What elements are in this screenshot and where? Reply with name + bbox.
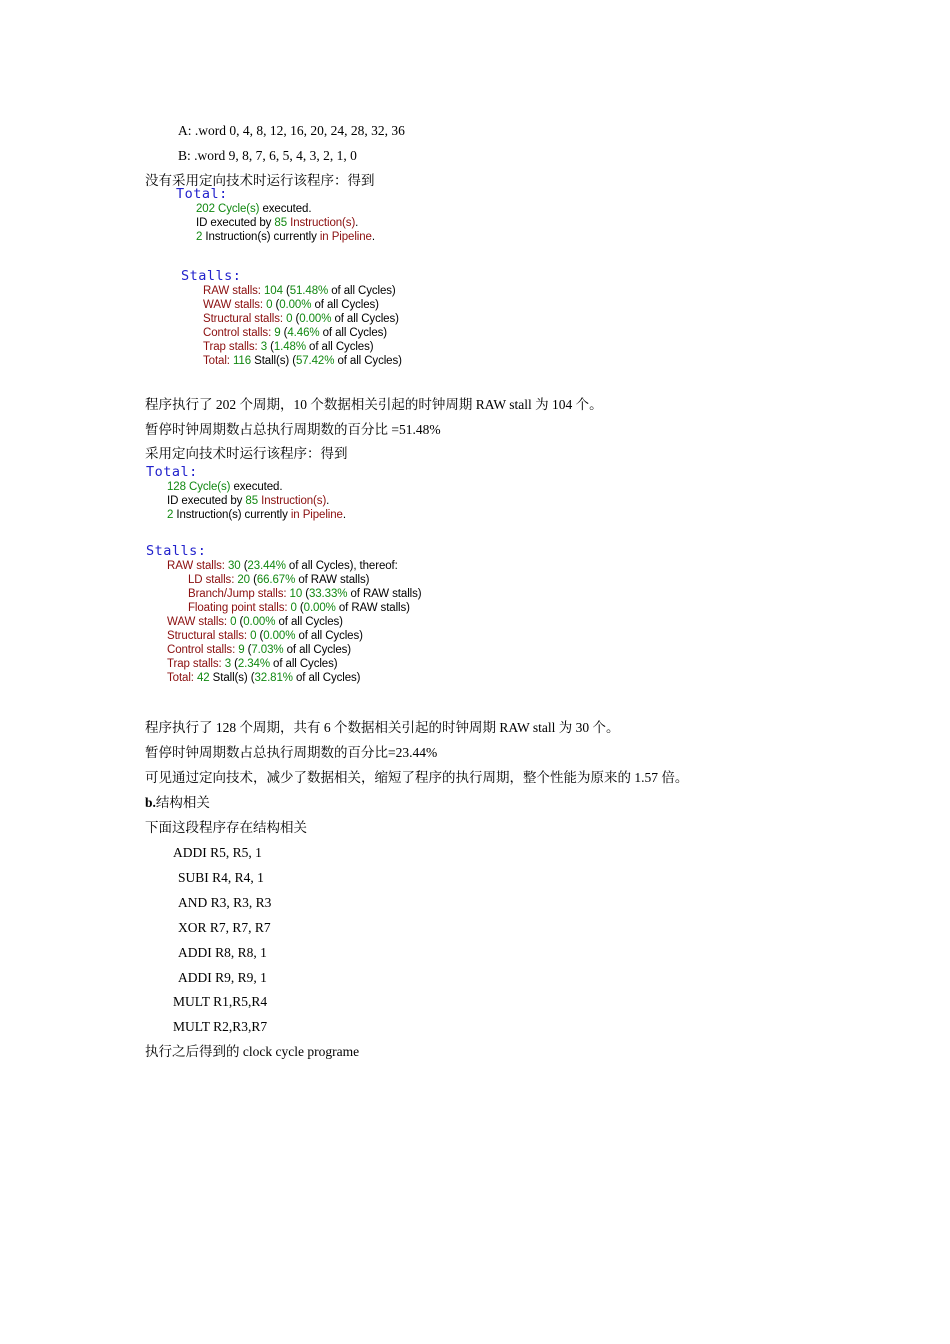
- result-paragraph-2: 暂停时钟周期数占总执行周期数的百分比 =51.48%: [145, 422, 441, 437]
- cycles-line: 202 Cycle(s) executed.: [196, 203, 312, 215]
- trap-stalls: Trap stalls: 3 (2.34% of all Cycles): [167, 658, 338, 670]
- structural-stalls: Structural stalls: 0 (0.00% of all Cycles): [203, 313, 399, 325]
- trap-stalls: Trap stalls: 3 (1.48% of all Cycles): [203, 341, 374, 353]
- intro-forwarding: 采用定向技术时运行该程序：得到: [145, 446, 348, 461]
- raw-stalls: RAW stalls: 104 (51.48% of all Cycles): [203, 285, 396, 297]
- structural-stalls: Structural stalls: 0 (0.00% of all Cycles): [167, 630, 363, 642]
- data-decl-a: A: .word 0, 4, 8, 12, 16, 20, 24, 28, 32, 36: [178, 123, 405, 138]
- structural-hazard-intro: 下面这段程序存在结构相关: [145, 820, 307, 835]
- result-paragraph-1: 程序执行了 202 个周期，10 个数据相关引起的时钟周期 RAW stall 为 104 个。: [145, 397, 603, 412]
- code-line: ADDI R5, R5, 1: [173, 845, 262, 860]
- total-stalls: Total: 116 Stall(s) (57.42% of all Cycles): [203, 355, 402, 367]
- intro-no-forwarding: 没有采用定向技术时运行该程序：得到: [145, 173, 375, 188]
- control-stalls: Control stalls: 9 (4.46% of all Cycles): [203, 327, 388, 339]
- id-line: ID executed by 85 Instruction(s).: [196, 217, 359, 229]
- ld-stalls: LD stalls: 20 (66.67% of RAW stalls): [188, 574, 370, 586]
- code-line: MULT R1,R5,R4: [173, 994, 268, 1009]
- raw-stalls: RAW stalls: 30 (23.44% of all Cycles), thereof:: [167, 560, 398, 572]
- code-line: MULT R2,R3,R7: [173, 1019, 268, 1034]
- data-decl-b: B: .word 9, 8, 7, 6, 5, 4, 3, 2, 1, 0: [178, 148, 357, 163]
- result-paragraph-4: 暂停时钟周期数占总执行周期数的百分比=23.44%: [145, 745, 438, 760]
- id-line: ID executed by 85 Instruction(s).: [167, 495, 330, 507]
- section-heading-b: b.结构相关: [145, 795, 210, 810]
- clock-cycle-intro: 执行之后得到的 clock cycle programe: [145, 1044, 360, 1059]
- total-header: Total:: [146, 464, 198, 480]
- branch-jump-stalls: Branch/Jump stalls: 10 (33.33% of RAW stalls): [188, 588, 422, 600]
- floating-point-stalls: Floating point stalls: 0 (0.00% of RAW stalls): [188, 602, 410, 614]
- total-header: Total:: [176, 186, 228, 202]
- conclusion-paragraph: 可见通过定向技术，减少了数据相关，缩短了程序的执行周期，整个性能为原来的 1.57 倍。: [145, 770, 689, 785]
- stalls-header: Stalls:: [146, 543, 207, 559]
- result-paragraph-3: 程序执行了 128 个周期，共有 6 个数据相关引起的时钟周期 RAW stall 为 30 个。: [145, 720, 620, 735]
- code-line: AND R3, R3, R3: [178, 895, 272, 910]
- code-line: ADDI R9, R9, 1: [178, 970, 267, 985]
- code-line: SUBI R4, R4, 1: [178, 870, 264, 885]
- pipeline-line: 2 Instruction(s) currently in Pipeline.: [167, 509, 346, 521]
- waw-stalls: WAW stalls: 0 (0.00% of all Cycles): [167, 616, 343, 628]
- code-line: ADDI R8, R8, 1: [178, 945, 267, 960]
- pipeline-line: 2 Instruction(s) currently in Pipeline.: [196, 231, 375, 243]
- waw-stalls: WAW stalls: 0 (0.00% of all Cycles): [203, 299, 379, 311]
- stalls-header: Stalls:: [181, 268, 242, 284]
- code-line: XOR R7, R7, R7: [178, 920, 271, 935]
- control-stalls: Control stalls: 9 (7.03% of all Cycles): [167, 644, 352, 656]
- cycles-line: 128 Cycle(s) executed.: [167, 481, 283, 493]
- total-stalls: Total: 42 Stall(s) (32.81% of all Cycles): [167, 672, 361, 684]
